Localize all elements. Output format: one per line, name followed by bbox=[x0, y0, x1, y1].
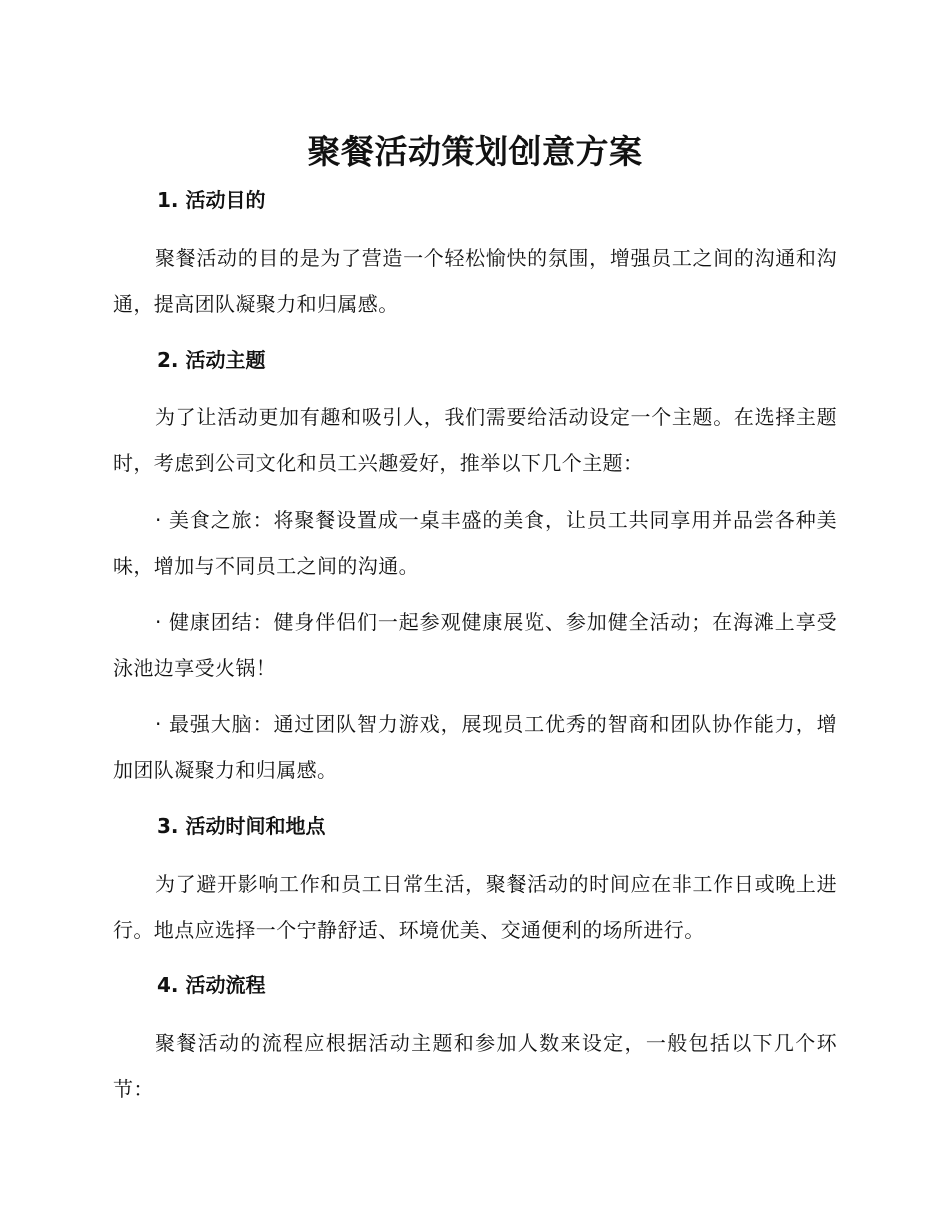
paragraph-time-place: 为了避开影响工作和员工日常生活，聚餐活动的时间应在非工作日或晚上进行。地点应选择一个宁静舒适、环境优美、交通便利的场所进行。 bbox=[113, 872, 837, 942]
paragraph-purpose: 聚餐活动的目的是为了营造一个轻松愉快的氛围，增强员工之间的沟通和沟通，提高团队凝聚力和归属感。 bbox=[113, 246, 837, 316]
section-heading-time-place: 3. 活动时间和地点 bbox=[157, 814, 326, 838]
page-title: 聚餐活动策划创意方案 bbox=[307, 132, 643, 171]
section-heading-process: 4. 活动流程 bbox=[157, 973, 266, 997]
list-item-health-unity: · 健康团结：健身伴侣们一起参观健康展览、参加健全活动；在海滩上享受泳池边享受火锅！ bbox=[113, 610, 837, 680]
list-item-brain-challenge: · 最强大脑：通过团队智力游戏，展现员工优秀的智商和团队协作能力，增加团队凝聚力和归属感。 bbox=[113, 712, 837, 782]
paragraph-theme-intro: 为了让活动更加有趣和吸引人，我们需要给活动设定一个主题。在选择主题时，考虑到公司文化和员工兴趣爱好，推举以下几个主题： bbox=[113, 405, 837, 475]
paragraph-process: 聚餐活动的流程应根据活动主题和参加人数来设定，一般包括以下几个环节： bbox=[113, 1031, 837, 1101]
section-heading-theme: 2. 活动主题 bbox=[157, 348, 266, 372]
section-heading-purpose: 1. 活动目的 bbox=[157, 188, 266, 212]
list-item-food-journey: · 美食之旅：将聚餐设置成一桌丰盛的美食，让员工共同享用并品尝各种美味，增加与不同员工之间的沟通。 bbox=[113, 508, 837, 578]
